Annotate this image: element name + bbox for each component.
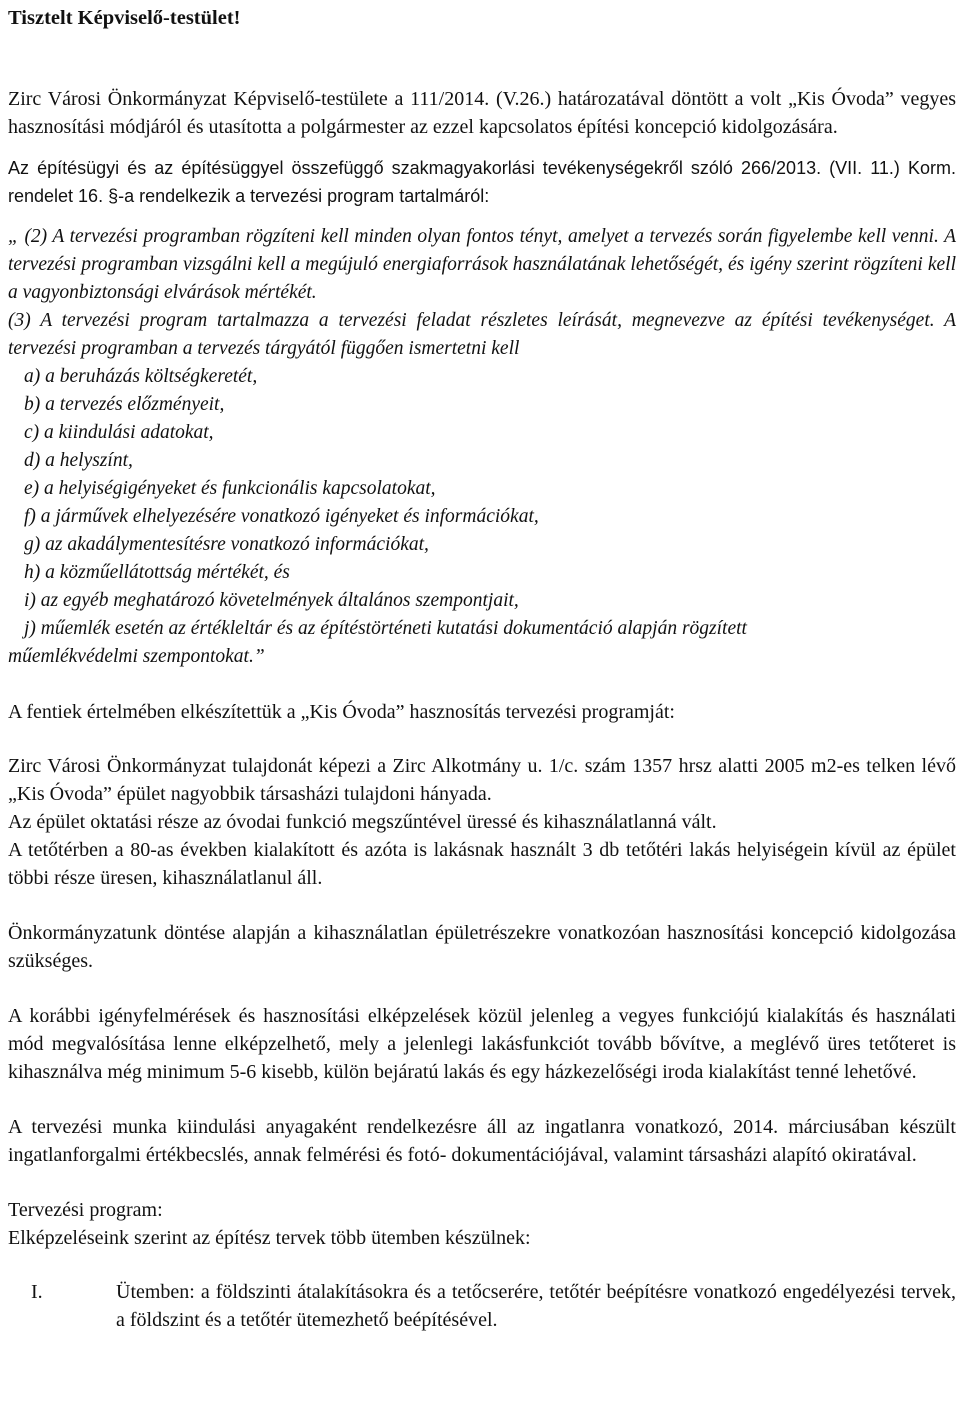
- list-item: g) az akadálymentesítésre vonatkozó információkat,: [24, 534, 429, 555]
- list-item: c) a kiindulási adatokat,: [24, 422, 214, 443]
- document-page: [8, 0, 956, 1334]
- stage-text: Ütemben: a földszinti átalakításokra és a tetőcserére, tetőtér beépítésre vonatkozó engedélyezési tervek, a földszint és a tetőtér ütemezhető beépítésével.: [116, 1281, 956, 1331]
- list-item: h) a közműellátottság mértékét, és: [24, 562, 290, 583]
- salutation-heading: Tisztelt Képviselő-testület!: [8, 7, 241, 29]
- list-item-continuation: műemlékvédelmi szempontokat.”: [8, 646, 265, 667]
- stage-number: I.: [31, 1281, 43, 1303]
- attic-paragraph: A tetőtérben a 80-as években kialakított és azóta is lakásnak használt 3 db tetőtéri lakás helyiségein kívül az épület többi része üresen, kihasználatlanul áll.: [8, 839, 956, 889]
- list-item: b) a tervezés előzményeit,: [24, 394, 225, 415]
- list-item: a) a beruházás költségkeretét,: [24, 366, 258, 387]
- program-label: Tervezési program:: [8, 1199, 163, 1221]
- list-item: f) a járművek elhelyezésére vonatkozó igényeket és információkat,: [24, 506, 539, 527]
- list-item: e) a helyiségigényeket és funkcionális kapcsolatokat,: [24, 478, 436, 499]
- stage-item: [8, 1278, 956, 1334]
- ownership-paragraph: Zirc Városi Önkormányzat tulajdonát képezi a Zirc Alkotmány u. 1/c. szám 1357 hrsz alatti 2005 m2-es telken lévő „Kis Óvoda” épület nagyobbik társasházi tulajdoni hányada.: [8, 755, 956, 805]
- regulation-quote: [8, 223, 956, 671]
- decision-paragraph: Önkormányzatunk döntése alapján a kihasználatlan épületrészekre vonatkozóan hasznosítási koncepció kidolgozása szükséges.: [8, 922, 956, 972]
- list-item: j) műemlék esetén az értékleltár és az építéstörténeti kutatási dokumentáció alapján rögzített: [24, 618, 747, 639]
- list-item: i) az egyéb meghatározó követelmények általános szempontjait,: [24, 590, 519, 611]
- intro-paragraph: Zirc Városi Önkormányzat Képviselő-testülete a 111/2014. (V.26.) határozatával döntött a volt „Kis Óvoda” vegyes hasznosítási módjáról és utasította a polgármester az ezzel kapcsolatos építési koncepció kidolgozására.: [8, 88, 956, 138]
- previous-surveys-paragraph: A korábbi igényfelmérések és hasznosítási elképzelések közül jelenleg a vegyes funkciójú kialakítás és használati mód megvalósítása lenne elképzelhető, mely a jelenlegi lakásfunkciót tovább bővítve, a meglévő üres tetőteret is kihasználva még minimum 5-6 kisebb, külön bejáratú lakás és egy házkezelőségi iroda kialakítást tenné lehetővé.: [8, 1005, 956, 1083]
- program-statement: A fentiek értelmében elkészítettük a „Kis Óvoda” hasznosítás tervezési programját:: [8, 701, 675, 723]
- source-material-paragraph: A tervezési munka kiindulási anyagaként rendelkezésre áll az ingatlanra vonatkozó, 2014. márciusában készült ingatlanforgalmi értékbecslés, annak felmérési és fotó- dokumentációjával, valamint társasházi alapító okiratával.: [8, 1116, 956, 1166]
- regulation-intro-paragraph: Az építésügyi és az építésüggyel összefüggő szakmagyakorlási tevékenységekről szóló 266/2013. (VII. 11.) Korm. rendelet 16. §-a rendelkezik a tervezési program tartalmáról:: [8, 158, 956, 206]
- requirements-list: [8, 363, 956, 643]
- building-status-paragraph: Az épület oktatási része az óvodai funkció megszűntével üressé és kihasználatlanná vált.: [8, 811, 717, 833]
- quote-paragraph-3: (3) A tervezési program tartalmazza a tervezési feladat részletes leírását, megnevezve az építési tevékenységet. A tervezési programban a tervezés tárgyától függően ismertetni kell: [8, 310, 956, 359]
- program-intro: Elképzeléseink szerint az építész tervek több ütemben készülnek:: [8, 1227, 531, 1249]
- quote-paragraph-2: „ (2) A tervezési programban rögzíteni kell minden olyan fontos tényt, amelyet a tervezés során figyelembe kell venni. A tervezési programban vizsgálni kell a megújuló energiaforrások használatának lehetőségét, és igény szerint rögzíteni kell a vagyonbiztonsági elvárások mértékét.: [8, 226, 956, 303]
- list-item: d) a helyszínt,: [24, 450, 133, 471]
